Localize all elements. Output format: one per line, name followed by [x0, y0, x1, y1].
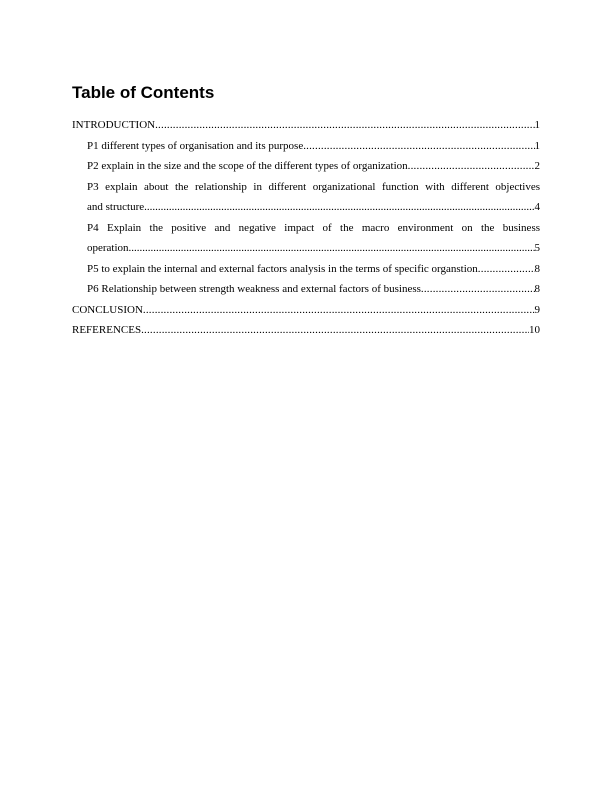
toc-entry-p3[interactable] — [72, 177, 540, 218]
toc-entry-line-2 — [87, 197, 540, 218]
toc-page-number: 9 — [534, 303, 540, 316]
toc-entry-label-line-1: P3 explain about the relationship in different organizational function with different objectives — [87, 180, 540, 193]
toc-entry-p2[interactable] — [72, 156, 540, 177]
toc-entry-label: P1 different types of organisation and its purpose — [87, 139, 304, 152]
toc-page-number: 4 — [534, 201, 540, 213]
toc-entry-p6[interactable] — [72, 279, 540, 300]
toc-entry-label-line-2: operation — [87, 242, 129, 254]
toc-entry-label-line-2: and structure. — [87, 201, 147, 213]
dot-leader — [147, 197, 535, 218]
toc-entry-label: INTRODUCTION — [72, 119, 156, 131]
toc-entry-label: P2 explain in the size and the scope of the different types of organization — [87, 160, 408, 172]
toc-entry-references[interactable] — [72, 320, 540, 341]
toc-entry-label: REFERENCES — [72, 324, 142, 336]
toc-entry-conclusion[interactable] — [72, 300, 540, 321]
toc-entry-label: P6 Relationship between strength weakness and external factors of business — [87, 283, 421, 295]
dot-leader — [303, 136, 534, 157]
dot-leader — [143, 300, 535, 321]
dot-leader — [129, 238, 535, 259]
toc-entry-label: P5 to explain the internal and external factors analysis in the terms of specific organstion — [87, 262, 478, 275]
toc-entry-label-line-1: P4 Explain the positive and negative impact of the macro environment on the business — [87, 221, 540, 234]
toc-page-number: 8 — [534, 283, 540, 295]
dot-leader — [478, 259, 535, 280]
toc-entry-line-2 — [87, 238, 540, 259]
toc-page-number: 2 — [534, 160, 540, 172]
toc-title: Table of Contents — [72, 83, 215, 102]
toc-entry-label: CONCLUSION — [72, 303, 143, 316]
toc-page-number: 8 — [534, 262, 540, 275]
dot-leader — [421, 279, 535, 300]
toc-page-number: 10 — [529, 324, 540, 336]
dot-leader — [155, 115, 534, 136]
toc-page-number: 1 — [534, 139, 540, 152]
table-of-contents — [72, 115, 540, 341]
dot-leader — [141, 320, 529, 341]
dot-leader — [408, 156, 535, 177]
toc-entry-p4[interactable] — [72, 218, 540, 259]
toc-page-number: 5 — [534, 242, 540, 254]
toc-entry-introduction[interactable] — [72, 115, 540, 136]
toc-page-number: 1 — [534, 119, 540, 131]
toc-entry-p5[interactable] — [72, 259, 540, 280]
toc-entry-p1[interactable] — [72, 136, 540, 157]
